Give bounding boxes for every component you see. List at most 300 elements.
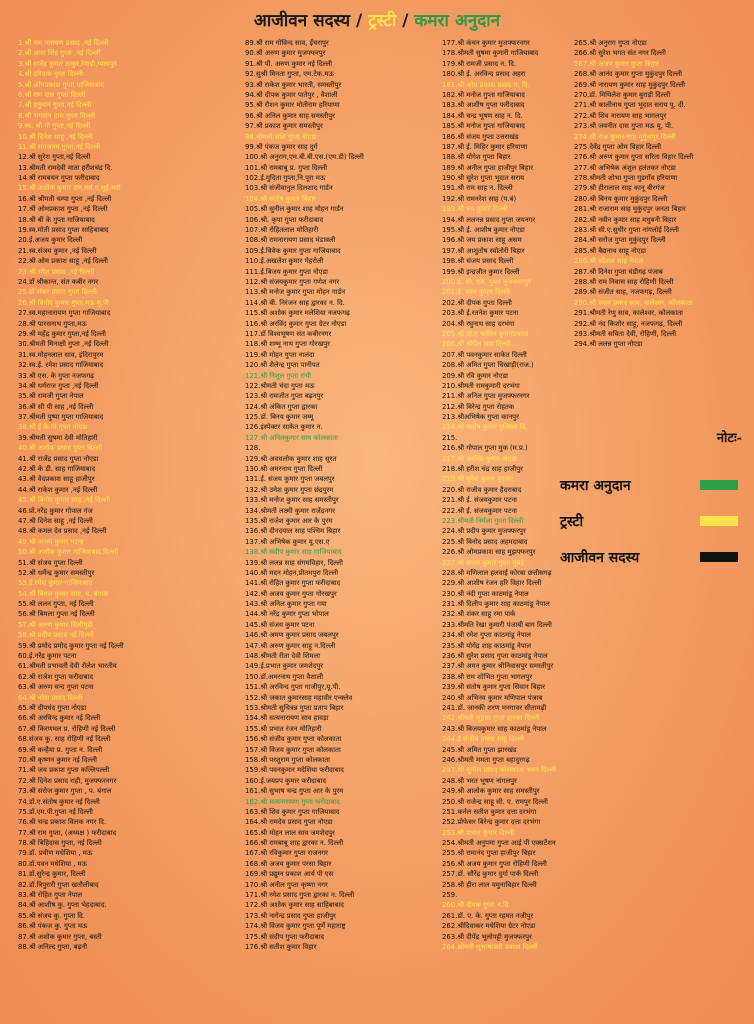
member-entry: 147.श्री अरुण कुमार साहू न.दिल्ली [245,641,336,650]
member-entry: 155.श्री प्रभात रंजन मोतिहारी [245,724,322,733]
member-entry: 149.ई.प्रभात कुमार जमशेदपुर [245,662,324,671]
member-entry: 108.श्री रामनारायण प्रसाद मंडावली [245,236,336,245]
member-entry: 241.डॉ. जानकी शरण मनगावर सीतामढ़ी [442,704,547,712]
member-entry: 145.श्री संजय कुमार पटना [245,620,315,629]
member-entry: 78.श्री बिहिदास गुप्ता, नई दिल्ली [18,839,102,848]
member-entry: 150.डॉ.अमरनाथ गुप्ता वैशाली [245,672,324,681]
member-entry: 159.श्री पवनकुमार मदेशिया फरीदाबाद [245,766,344,775]
member-entry: 116.श्री अरविंद कुमार गुप्ता ग्रेटर नोएडा [245,319,347,328]
member-entry: 264.श्रीमती सुभाषावती प्रकाश दिल्ली [442,942,538,951]
member-entry: 267.श्री अजय कुमार गुप्ता बिहार [574,59,659,68]
member-entry: 205.श्री प्रो.ए कांतिन कुमारप्रकाश [442,329,529,338]
member-entry: 162.श्री सत्यनारायण गुप्ता फरीदाबाद [245,797,340,806]
member-entry: 243.श्री बिजयकुमार साह काठमांडू नेपाल [442,724,547,733]
member-entry: 80.डॉ.पवन मधेशिया , मऊ [18,859,88,868]
member-entry: 272.श्री शिव नारायण साह भागलपुर [574,111,667,120]
member-entry: 281.श्री राजाराम साह मुकुंदपुर जनता बिहार [574,205,686,214]
member-entry: 69.श्री कन्हैया प्र. गुप्ता न. दिल्ली [18,745,103,754]
member-entry: 6.श्री राम दास गुप्ता दिल्ली [18,90,86,99]
member-entry: 113.श्री मनोज कुमार गुप्ता मोहन गार्डन [245,288,346,297]
member-entry: 143.श्री अनिल कुमार गुप्ता गया [245,600,327,609]
member-entry: 59.श्री प्रमोद प्रमोद कुमार गुप्ता नई दिल्ली [18,641,124,650]
member-entry: 255.श्री रामानंद गुप्ता हाजीपुर बिहार [442,849,536,858]
member-entry: 92.सुश्री मिनता गुप्ता, एम.टेक.मऊ [245,70,334,79]
member-entry: 142.श्री अजय कुमार गुप्ता गोरखपुर [245,589,337,598]
member-entry: 70.श्री कृष्णन कुमार नई दिल्ली [18,755,97,764]
member-entry: 246.श्रीमती ममता गुप्ता बहादुरगढ़ [442,755,530,764]
member-entry: 193.श्री रुप कुमार दिल्ली [442,205,508,214]
member-entry: 251.कर्नल सतीश कुमार दत्ता दरभंगा [442,807,537,816]
member-entry: 222.श्री ई. संजयकुमार पटना [442,506,517,515]
member-entry: 285.श्री बैद्यनाथ साहू नोएडा [574,246,646,255]
member-entry: 260.श्री दीपक गुप्ता न.दि. [442,901,511,910]
member-entry: 1.श्री राम नारायण प्रसाद ,नई दिल्ली [18,39,109,47]
member-entry: 266.श्री सुरेश भगत संत नगर दिल्ली [574,49,666,58]
member-entry: 82.डॉ.त्रिपुरारी गुप्ता खतौलीबाद [18,880,99,889]
member-entry: 117.डॉ विश्वभूषण संत कबीरनगर [245,329,332,338]
member-entry: 85.श्री संजय कु. गुप्ता दि. [18,911,85,920]
member-entry: 130.श्री अमरनाथ गुप्ता दिल्ली [245,465,323,474]
member-entry: 36.श्री सी पी साह ,नई दिल्ली [18,402,94,411]
member-entry: 261.डॉ. ए. के. गुप्ता रहमत नजीपुर [442,911,534,920]
member-entry: 232.श्री शंकर साहू रमा पार्क [442,610,516,619]
member-entry: 196.श्री जय प्रकाश साहू असम [442,236,522,245]
member-entry: 88.श्री अनिल्द गुप्ता, बढ़नी [18,942,88,951]
member-entry: 93.श्री राकेश कुमार भारती, समस्तीपुर [245,80,342,89]
member-entry: 112.श्री संजयकुमार गुप्ता गणेश नगर [245,277,340,286]
member-entry: 124.श्री अंकित गुप्ता द्वारका [245,402,318,411]
member-entry: 65.श्री दीपचंद गुप्ता नोएडा [18,704,87,712]
member-entry: 280.श्री बिनय कुमार मुकुंदपुर दिल्ली [574,194,668,203]
member-entry: 122.श्रीमती चंदा गुप्ता मऊ [245,381,315,390]
member-entry: 187.श्री ई. मिहिर कुमार हरियाणा [442,142,528,151]
member-entry: 242.श्रीमती सुहास गुप्ता द्वारका दिल्ली [442,714,540,723]
member-entry: 224.श्री प्रदीप कुमार मुजफ्फरपुर [442,527,526,536]
member-entry: 55.श्री ललन गुप्ता, नई दिल्ली [18,600,94,609]
member-entry: 276.श्री अरुण कुमार गुप्ता सरिता विहार दिल्ली [574,153,694,162]
member-entry: 98.श्रीमती शशि गुप्ता नोएडा [245,132,317,141]
member-entry: 32.स्व.ई. रमेश प्रसाद गाजियाबाद [18,361,104,370]
member-entry: 2.श्री अमर सिंह गुप्ता ,नई दिल्ली [18,49,101,58]
member-entry: 77.श्री राम गुप्ता, (अध्यक्ष ) फरीदाबाद [18,828,117,837]
member-entry: 209.श्री रवि कुमार नोएडा [442,371,508,380]
member-entry: 30.श्रीमती मिनाक्षी गुप्ता ,नई दिल्ली [18,340,109,349]
title-room-donation: कमरा अनुदान [414,11,501,31]
member-entry: 35.श्री रामजी गुप्ता नेपाल [18,392,84,401]
member-entry: 54.श्री बिमल कुमार साव, प. बंगाल [18,589,108,598]
member-entry: 119.श्री मोहन गुप्ता नालंदा [245,350,315,359]
member-entry: 109.ई.विवेक कुमार गुप्ता गाजियाबाद [245,246,341,255]
member-entry: 289.श्री संजीत साह, नजफगढ़, दिल्ली [574,288,672,297]
member-entry: 284.श्री सरोज गुप्ता मुकुंदपुर दिल्ली [574,236,666,245]
member-entry: 254.श्रीमती अनुपमा गुप्ता आई पी एक्सटेंशन [442,839,556,848]
member-entry: 294.श्री ललन्न गुप्ता नोएडा [574,340,643,349]
member-entry: 283.श्री सी.ए.सुधीर गुप्ता नांगलोई दिल्ली [574,226,679,235]
member-entry: 208.श्री अमित गुप्ता चिखाड़ी(राज.) [442,361,534,370]
member-entry: 141.श्री रोहित कुमार गुप्ता फरीदाबाद [245,579,341,588]
member-entry: 206.श्री श्रीपेल साह दिल्ली [442,340,511,349]
member-entry: 183.श्री आशीष गुप्ता फरीदाबाद [442,101,525,110]
member-entry: 238.श्री राम शोभित गुप्ता भागलपुर [442,672,533,681]
member-entry: 127.श्री अनिलकुमार साव कोलकाता [245,433,338,442]
member-entry: 49.श्री अजय कुमार पटना [18,537,84,546]
member-entry: 39.श्रीमती सुषमा देवी मोतिहारी [18,433,98,442]
member-entry: 138.श्री संदीप कुमार साह गाजियाबाद [245,548,342,557]
member-entry: 221.श्री ई. संजयकुमार पटना [442,496,517,505]
member-entry: 56.श्री बिमला गुप्ता नई दिल्ली [18,610,95,619]
member-entry: 257.डॉ. सौरेंद्र कुमार दुर्गा पार्क दिल्ली [442,870,539,879]
member-entry: 287.श्री दिनेश गुप्ता चंडीगढ़ पंजाब [574,267,663,276]
member-entry: 34.श्री धर्मराज गुप्ता ,नई दिल्ली [18,381,99,390]
legend-item-trustee [560,512,742,548]
member-entry: 237.श्री अमन कुमार श्रीनिवासपुर समस्तीपुर [442,662,554,671]
member-entry: 234.श्री रमेश गुप्ता काठमांडू नेपाल [442,631,531,640]
member-entry: 86.श्री पंकज कु. गुप्ता मऊ [18,922,88,931]
member-entry: 123.श्री रामजीत गुप्ता बढ़नपुर [245,392,324,401]
member-entry: 258.श्री हीरा लाल यमुनाबिहार दिल्ली [442,880,537,889]
member-entry: 278.श्रीमती शोभा गुप्ता गुडगाँव हरियाणा [574,174,678,183]
member-entry: 174.श्री विजय कुमार गुप्ता पूर्णे महाराष्ट्र [245,922,346,931]
member-entry: 167.श्री रविकुमार गुप्ता राजनगर [245,849,328,858]
member-entry: 202.श्री दीपक गुप्ता दिल्ली [442,298,512,307]
member-entry: 189.श्री अनील गुप्ता हाजीपुर बिहार [442,163,534,172]
member-entry: 217.श्री अरविंद कुमार नोएडा [442,454,517,463]
member-entry: 58.श्री प्रदीप प्रसाद नई दिल्ली [18,631,94,640]
member-entry: 165.श्री मोहन लाल साव जमशेदपुर [245,828,335,837]
member-entry: 230.श्री नंदी गुप्ता काठमांडू नेपाल [442,589,529,598]
member-entry: 99.श्री पंकज कुमार साह दुर्ग [245,142,318,151]
member-entry: 177.श्री कंचन कुमार मुजफ्फरनगर [442,39,530,47]
member-entry: 158.श्री परशुराम गुप्ता कोलकाता [245,755,330,764]
member-entry: 43.श्री वेदप्रकाश साहू हाजीपुर [18,475,95,484]
member-entry: 133.श्री मनोज कुमार साह समस्तीपुर [245,496,339,505]
member-entry: 84.श्री आशीष कु. गुप्ता भेहदाबाद. [18,901,107,910]
member-entry: 50.श्री अशोक कुमार गाजियाबाद,दिल्ली [18,548,119,557]
member-entry: 252.प्रोफेसर बिरेन्द्र कुमार दत्ता दरभंगा [442,818,541,827]
legend-item-life-member [560,548,742,584]
member-entry: 215. [442,433,458,442]
member-entry: 140.श्री मदन मोहन,प्रीतमपुरा दिल्ली [245,568,339,577]
member-entry: 225.श्री बिनोद प्रसाद अहमदाबाद [442,537,528,546]
member-entry: 7.श्री हनुमान गुप्ता,नई दिल्ली [18,101,92,110]
member-entry: 72.श्री दिनेश प्रसाद राही, मुजफ्फरनगर [18,776,117,785]
member-entry: 200.ई. श्री. एल. गुप्ता मुजफ्फरपुर [442,277,531,286]
member-entry: 282.श्री नवीन कुमार साह मधुबनी बिहार [574,215,677,224]
member-entry: 250.श्री राजेन्द्र साहू सी. ए. रामपुर दिल्ली [442,797,548,806]
member-entry: 271.श्री कालीनाथ गुप्ता भूदात सराय पू. दी. [574,101,686,110]
member-entry: 57.श्री अरुण कुमार सिलीगुड़ी [18,620,93,629]
member-entry: 247.श्री सुनील प्रसाद कोलकाता भवन दिल्ली [442,766,556,775]
member-entry: 207.श्री पवनकुमार साकेत दिल्ली [442,350,527,359]
member-entry: 64.श्री नरेश प्रसाद दिल्ली [18,693,83,702]
member-entry: 135.श्री राजेश कुमार आर के पुरम [245,516,333,525]
member-entry: 218.श्री हरीश चंद्र साह हाजीपुर [442,465,523,474]
member-entry: 212.श्री बिरेन्द्र गुप्ता रोहतक [442,402,515,411]
member-entry: 22.श्री ओम प्रकाश साहू ,नई दिल्ली [18,257,108,266]
member-entry: 197.श्री आशुतोष स्वोतोरी बिहार [442,246,525,255]
member-entry: 176.श्री सतीश कुमार विहार [245,942,317,951]
member-entry: 190.श्री सुरेश गुप्ता भूदात सराय [442,174,525,183]
member-entry: 102.ई.मुदिता गुप्ता,नि.पूरा मऊ [245,174,326,183]
member-column-3 [442,38,572,952]
member-entry: 27.स्व.महानारायण गुप्ता गाजियाबाद [18,309,111,318]
member-entry: 293.श्रीमती सविता देवी, रोहिणी, दिल्ली [574,329,677,338]
member-entry: 134.श्रीमती लक्ष्मी कुमार राजेंद्रनगर [245,506,335,515]
member-entry: 211.श्री अनिल गुप्ता मुजफ्फरनगर [442,392,530,401]
member-entry: 14.श्री रामबचन गुप्ता फरीदाबाद [18,174,100,183]
member-entry: 288.श्री राम निवास साह रोहिणी दिल्ली [574,277,674,286]
member-entry: 38.श्री ई.के.पी.गुप्ता नोएडा [18,423,88,432]
member-entry: 81.डॉ.सुरेन्द्र कुमार, दिल्ली [18,870,86,879]
member-entry: 52.श्री धर्मेन्द्र कुमार समस्तीपुर [18,568,95,577]
member-entry: 48.श्री कमल देव प्रसाद ,नई दिल्ली [18,527,107,536]
title-separator: / [350,11,369,31]
member-entry: 47.श्री दिनेश साहू ,नई दिल्ली [18,516,93,525]
member-entry: 273.श्री जवनीत दास गुप्ता मऊ यू. पी. [574,122,674,131]
member-entry: 210.श्रीमती रामकुमारी दरभंगा [442,381,520,390]
member-entry: 51.श्री संजय गुप्ता दिल्ली [18,558,83,567]
member-entry: 235.श्री योगेंद्र शाह काठमांडू नेपाल [442,641,532,650]
member-entry: 270.डॉ. मिथिलेश कुमार बुराड़ी दिल्ली [574,90,671,99]
legend-swatch [700,516,738,526]
member-entry: 24.डॉ श्रीकान्त, संत कबीर नगर [18,277,99,286]
member-entry: 191.श्री राम साह न. दिल्ली [442,184,513,193]
member-entry: 180.श्री ई. अरविन्द प्रसाद अहरा [442,70,526,79]
member-entry: 170.श्री अनील गुप्ता कृष्णा नगर [245,880,328,889]
member-entry: 8.श्री भगवान दास गुप्ता दिल्ली [18,111,95,120]
member-entry: 126.इंस्पेक्टर साकेत कुमार न. [245,423,323,432]
member-entry: 106.श्री. कृपा गुप्ता फरीदाबाद [245,215,324,224]
member-entry: 239.श्री संतोष कुमार गुप्ता सिवान बिहार [442,683,545,692]
member-entry: 192.श्री रामनरेश साह (प.बं) [442,194,517,203]
member-entry: 101.श्री रामबाबू प्र. गुप्ता दिल्ली [245,163,327,172]
title-separator: / [396,11,415,31]
member-entry: 223.श्रीमती निर्मला गुप्ता दिल्ली [442,516,524,525]
title-life-member: आजीवन सदस्य [253,11,351,31]
member-entry: 188.श्री योगेश गुप्ता बिहार [442,153,511,162]
member-entry: 61.श्रीमती प्रभावती देवी शैलेश भारतीय [18,662,117,671]
legend-heading: नोटः- [716,431,742,446]
member-entry: 121.श्री निशुल गुप्ता रांची [245,371,312,380]
member-entry: 262.श्रीदिवाकर मधेशिया ग्रेटर नोएडा [442,922,536,931]
member-entry: 164.श्री रामदेव प्रसाद गुप्ता नोएडा [245,818,333,827]
member-entry: 249.श्री आलोक कुमार साह समस्तीपुर [442,787,540,796]
member-entry: 275.देवेंद्र गुप्ता ओम विहार दिल्ली [574,142,662,151]
member-entry: 195.श्री ई. आशीष कुमार नोएडा [442,226,525,235]
member-entry: 68.संजय कु. साह रोहिणी नई दिल्ली [18,735,111,744]
member-entry: 160.ई.जयप्रप कुमार फरीदाबाद [245,776,326,785]
member-entry: 131.ई. संजय कुमार गुप्ता जबलपुर [245,475,335,484]
member-entry: 269.श्री नारायण कुमार साह मुकुंदपुर दिल्ली [574,80,686,89]
member-entry: 128. [245,444,261,453]
member-entry: 231.श्री दिलीप कुमार शाह काठमांडू नेपाल [442,600,550,609]
member-entry: 100.श्री अनुराग,एम.बी.बी.एस.(एम.डी) दिल्ली [245,153,364,162]
member-entry: 37.श्रीमती पुष्पा गुप्ता गाजियाबाद [18,413,104,422]
legend-swatch [700,480,738,490]
member-entry: 12.श्री सुरेश गुप्ता,नई दिल्ली [18,153,91,162]
member-entry: 199.श्री इन्द्रजीत कुमार दिल्ली [442,267,520,276]
member-entry: 17.श्री ओमप्रकाश गुप्ता ,नई दिल्ली [18,205,108,214]
member-entry: 182.श्री मनोज गुप्ता गाजियाबाद [442,90,525,99]
member-entry: 226.श्री ओमप्रकाश साह मुझफ्फरपुर [442,548,536,557]
member-column-2 [245,38,445,952]
member-entry: 277.श्री अभिषेक अंशुल हलंतकर नोएडा [574,163,676,172]
member-entry: 245.श्री अमित गुप्ता झारखंड [442,745,517,754]
member-entry: 171.श्री रमेश प्रसाद गुप्ता द्वारका न. दिल्ली [245,891,355,900]
member-entry: 146.श्री अमण कुमार प्रसाद जबलपुर [245,631,339,640]
legend-item-room-donation [560,476,742,512]
member-entry: 184.श्री चन्द्र भूषण साह न. दि. [442,111,523,120]
member-entry: 94.श्री दीपक कुमार पातेपुर , वैशाली [245,90,338,99]
member-entry: 229.श्री आशीष रंजन हरि विहार दिल्ली [442,579,542,588]
member-entry: 75.डॉ.एम.पी.गुप्ता नई दिल्ली [18,807,93,816]
legend [560,428,742,584]
member-entry: 268.श्री आनंद कुमार गुप्ता मुकुंदपुर दिल्ली [574,70,683,79]
member-entry: 240.श्री अभिनव कुमार मणिपाल पंजाब [442,693,543,702]
member-entry: 179.श्री रामजी प्रसाद न. दि. [442,59,517,68]
member-entry: 263.श्री दीपेंद्र भूलोपट्टी मुजफ्फरपुर [442,932,532,941]
member-entry: 18.श्री बी के गुप्ता गाजियाबाद [18,215,95,224]
member-entry: 95.श्री रौशन कुमार मोतीराम हरियाणा [245,101,340,110]
member-entry: 248.श्री भरत भूषण नांगलपुर [442,776,517,785]
member-entry: 90.श्री अरुण कुमार मुजफ्फरपुर [245,49,326,58]
member-entry: 9.स्व. श्री पी गुप्ता,नई दिल्ली [18,122,91,131]
member-entry: 228.श्री मणिलाल हलवाई कोरबा छत्तीसगढ़ [442,568,552,577]
member-entry: 144.श्री नरेंद्र कुमार गुप्ता भोपाल [245,610,329,619]
title-trustee: ट्रस्टी [368,11,397,31]
member-entry: 63.श्री अरुण चन्द गुप्ता पटना [18,683,94,692]
member-entry: 136.श्री दीनदयाल साह पश्चिम बिहार [245,527,341,536]
member-entry: 213.श्रीअभिषेक गुप्ता कानपुर [442,413,519,422]
member-entry: 166.श्री रामबाबू शाह द्वारका न. दिल्ली [245,839,344,848]
member-entry: 41.श्री राजेंद्र प्रसाद गुप्ता नोएडा [18,454,99,463]
member-entry: 198.श्री संजय प्रसाद दिल्ली [442,257,514,266]
legend-swatch [700,552,738,562]
member-entry: 91.श्री पी. अरुण कुमार नई दिल्ली [245,59,333,68]
member-entry: 107.श्री रोहितलाल मोतिहारी [245,226,319,235]
member-entry: 157.श्री विजय कुमार गुप्ता कोलकाता [245,745,341,754]
member-entry: 104.श्री संतोष कुमार बिहार [245,194,316,203]
member-entry: 76.श्री चन्द्र प्रकाश विलक नगर दि. [18,818,107,827]
member-entry: 291.श्रीमती रेणु साव, कालेश्वर, कोलकाता [574,309,683,318]
member-entry: 31.स्व.मोहनलाल साव, इंदिरापुरम [18,350,104,359]
member-entry: 153.श्रीमती सुचित्रन्न गुप्ता प्रताप बिहार [245,704,344,712]
member-entry: 53.ई.रमेश कुमार गाजियाबाद [18,579,93,588]
member-entry: 259. [442,891,458,900]
member-entry: 40.श्री अशोक प्रसाद गुप्ता दिल्ली [18,444,103,453]
member-entry: 154.श्री सत्यनारायण साव हावड़ा [245,714,329,723]
member-entry: 233.श्रीमति रेखा कुमारी पंजाबी बाग दिल्ली [442,620,552,629]
member-entry: 118.श्री शम्भू नाथ गुप्ता गोरखपुर [245,340,330,349]
member-entry: 203.श्री ई.रतनेश कुमार पटना [442,309,519,318]
member-entry: 292.श्री नंद किशोर साहू, नजफगढ़, दिल्ली [574,319,683,328]
legend-label: आजीवन सदस्य [560,550,640,566]
member-entry: 87.श्री अशोक कुमार गुप्ता, बस्ती [18,932,102,941]
member-entry: 175.श्री संदीप गुप्ता फरीदाबाद [245,932,325,941]
member-entry: 73.श्री सरोज कुमार गुप्ता , प. बंगाल [18,787,112,796]
member-entry: 194.श्री ललनन्न प्रसाद गुप्ता जयनगर [442,215,536,224]
member-entry: 265.श्री अनुराग गुप्ता नोएडा [574,39,647,47]
member-entry: 181.श्री ओम प्रकाश प्रसाद न. दि. [442,80,530,89]
member-entry: 169.श्री प्रद्युम्न प्रकाश आर्य पी एस [245,870,334,879]
member-entry: 79.डॉ. प्रवीण मधेशिया , मऊ [18,849,93,858]
member-entry: 26.श्री बिनोद कुमार गुप्ता,मऊ यू.पी [18,298,109,307]
member-entry: 253.श्री प्रभात कुमार दिल्ली [442,828,515,837]
member-entry: 25.डॉ शंकर प्रसाद गुप्ता दिल्ली [18,288,97,297]
member-entry: 279.श्री हीरालाल साह कानू बीरगंज [574,184,665,193]
member-entry: 74.डॉ.ए.संतोष कुमार नई दिल्ली [18,797,100,806]
member-entry: 33.श्री एस. के गुप्ता नजफगढ़ [18,371,95,380]
member-entry: 13.श्रीमती रामदेवी माता हरीशचंद्र दि. [18,163,113,172]
member-entry: 151.श्री अरविन्द गुप्ता गाजीपुर,यू.पी. [245,683,341,692]
member-entry: 214.श्री संतोष कुमार गुलिस्ता दि. [442,423,528,432]
legend-label: कमरा अनुदान [560,478,631,494]
member-entry: 45.श्री बिनोद कुमार साह ,नई दिल्ली [18,496,111,505]
member-entry: 111.ई.बिजय कुमार गुप्ता नोएडा [245,267,328,276]
member-entry: 110.ई.अखलेश कुमार मेहरोली [245,257,324,266]
member-entry: 10.श्री दिनेश साहू ,नई दिल्ली [18,132,93,141]
member-entry: 204.श्री रघुनाथ साह दरभंगा [442,319,515,328]
member-entry: 3.श्री राजेंद्र कुमार ठाकुर,रेवाड़ी,ग्यासपुर [18,59,117,68]
member-entry: 67.श्री किरणमल प्र. रोहिणी नई दिल्ली [18,724,116,733]
member-entry: 152.श्री जकात कुमारसाह महावीर एन्क्लेव [245,693,353,702]
member-entry: 83.श्री रोहित गुप्ता नेपाल [18,891,83,900]
member-entry: 71.श्री जय प्रकाश गुप्ता कल्लिपल्ली [18,766,110,775]
member-entry: 163.श्री शिव कुमार गुप्ता गाजियाबाद [245,807,340,816]
member-entry: 185.श्री मनोज गुप्ता गाजियाबाद [442,122,525,131]
member-entry: 4.श्री हरिदास गुप्ता दिल्ली [18,70,83,79]
member-entry: 129.श्री अवधलोक कुमार शाह सूरत [245,454,337,463]
member-entry: 148.श्रीमती रीता देवी शिमला [245,652,321,661]
member-entry: 286.श्री कौशल साह नेपाल [574,257,644,266]
member-entry: 89.श्री राम गोविन्द साव, ईंचरापुर [245,39,329,47]
member-entry: 20.ई.अजय कुमार दिल्ली [18,236,83,245]
member-entry: 46.प्रो.नरेंद्र कुमार गोपाल गंज [18,506,93,515]
member-entry: 256.श्री अजय कुमार गुप्ता रोहिणी दिल्ली [442,859,547,868]
member-entry: 219.श्री सुरेश कुमार यूएसए [442,475,514,484]
member-entry: 290.श्री श्याम प्रसाद साव, बालेश्वर, कोलकाता [574,298,693,307]
member-entry: 66.श्री अरविन्द कुमार नई दिल्ली [18,714,101,723]
member-entry: 244.ई.संजीव प्रसाद साहू दिल्ली [442,735,525,744]
member-entry: 186.श्री संजय गुप्ता उत्तराखंड [442,132,519,141]
member-entry: 11.श्री रामजनम गुप्ता,नई दिल्ली [18,142,101,151]
member-entry: 28.श्री पारसनाथ गुप्ता,मऊ [18,319,87,328]
member-column-4 [574,38,752,350]
member-entry: 103.श्री संजीवानुल दिलशाद गार्डन [245,184,333,193]
member-entry: 125.डॉ. बिनय कुमार जम्मू [245,413,314,422]
member-entry: 156.श्री संजीव कुमार गुप्ता कोलकाता [245,735,342,744]
member-entry: 201.ई. पवन कुमार दिल्ली [442,288,511,297]
member-entry: 161.श्री सुभाष चन्द्र गुप्ता आर के पुरम [245,787,344,796]
member-entry: 105.श्री सुनील कुमार शाह मोहन गार्डन [245,205,344,214]
member-entry: 23.श्री रमेश प्रसाद ,नई दिल्ली [18,267,95,276]
member-entry: 114.श्री बी. निरंजन साह द्वारका न. दि. [245,298,345,307]
page-title [0,8,754,31]
member-entry: 97.श्री प्रकाश कुमार समस्तीपुर [245,122,323,131]
member-column-1 [18,38,240,952]
member-entry: 139.श्री ललन्न साह संगमविहार, दिल्ली [245,558,343,567]
member-entry: 178.श्रीमती सुषमा कुमारी गाजियाबाद [442,49,539,58]
member-entry: 173.श्री नागेन्द्र प्रसाद गुप्ता हाजीपुर [245,911,336,920]
member-entry: 62.श्री राजेश गुप्ता फरीदाबाद [18,672,94,681]
member-entry: 172.श्री अशोक कुमार साह साहिबाबाद [245,901,344,910]
member-entry: 120.श्री शैलेन्द्र गुप्ता पानीपत [245,361,320,370]
member-entry: 168.श्री अजय कुमार परसा बिहार [245,859,332,868]
member-entry: 227.श्री संजय कुमार गुप्ता मुंबई [442,558,524,567]
member-entry: 16.श्री श्रीमती चम्पा गुप्ता ,नई दिल्ली [18,194,112,203]
member-entry: 132.श्री उमेश कुमार गुप्ता छंद्रपुरम [245,485,334,494]
legend-label: ट्रस्टी [560,514,584,530]
